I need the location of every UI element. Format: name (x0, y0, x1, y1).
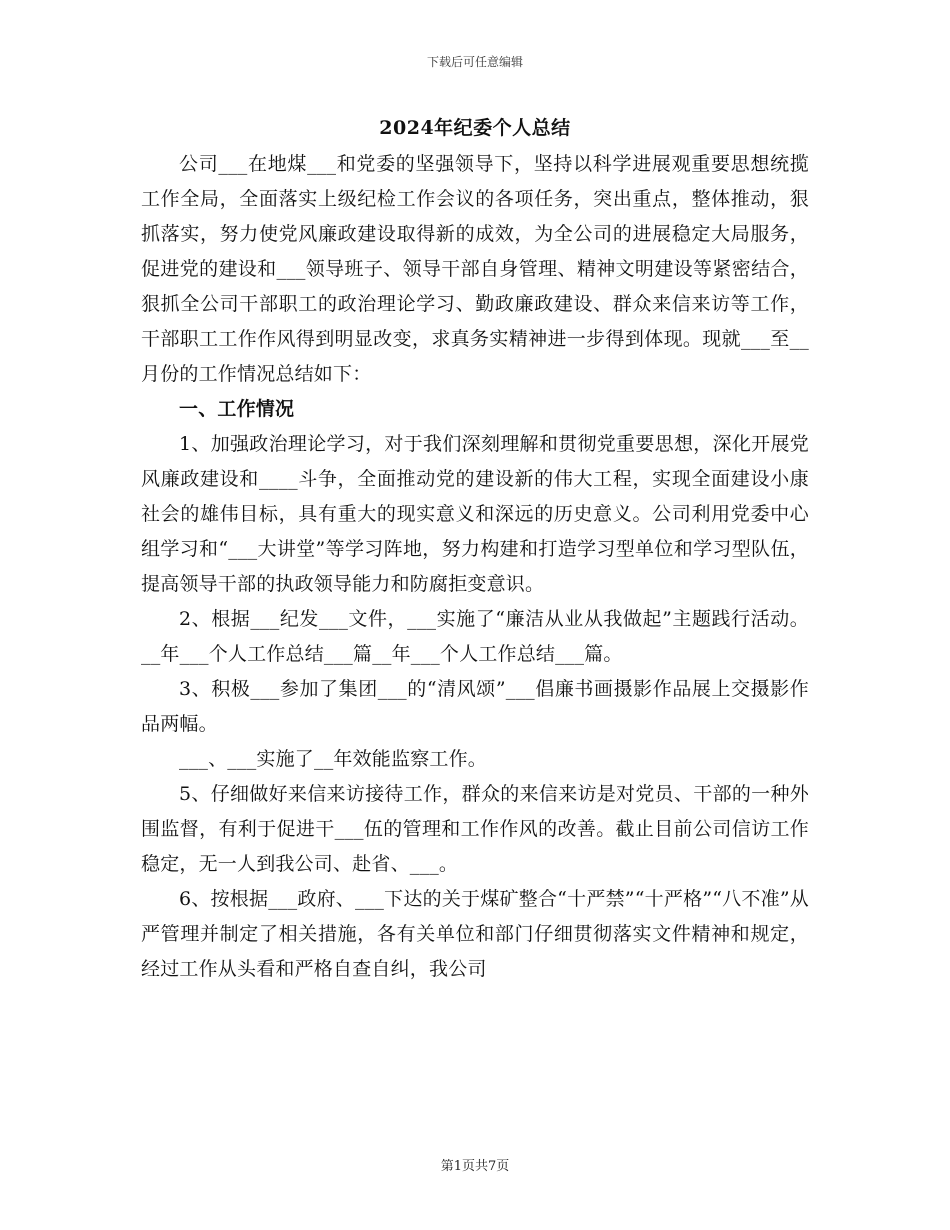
page-number-footer: 第1页共7页 (440, 1159, 510, 1174)
paragraph-item-6: 6、按根据___政府、___下达的关于煤矿整合“十严禁”“十严格”“八不准”从严管理并制定了相关措施，各有关单位和部门仔细贯彻落实文件精神和规定，经过工作从头看和严格自查自纠，我公司 (141, 888, 809, 980)
document-body (141, 147, 809, 987)
paragraph-item-2: 2、根据___纪发___文件，___实施了“廉洁从业从我做起”主题践行活动。__年___个人工作总结___篇__年___个人工作总结___篇。 (141, 608, 809, 665)
document-title: 2024年纪委个人总结 (379, 117, 571, 139)
section-heading: 一、工作情况 (179, 398, 295, 420)
header-note: 下载后可任意编辑 (426, 55, 523, 69)
paragraph-item-3: 3、积极___参加了集团___的“清风颂”___倡廉书画摄影作品展上交摄影作品两幅。 (141, 678, 809, 735)
intro-paragraph: 公司___在地煤___和党委的坚强领导下，坚持以科学进展观重要思想统揽工作全局，全面落实上级纪检工作会议的各项任务，突出重点，整体推动，狠抓落实，努力使党风廉政建设取得新的成效，为全公司的进展稳定大局服务，促进党的建设和___领导班子、领导干部自身管理、精神文明建设等紧密结合，狠抓全公司干部职工的政治理论学习、勤政廉政建设、群众来信来访等工作，干部职工工作作风得到明显改变，求真务实精神进一步得到体现。现就___至__月份的工作情况总结如下： (141, 153, 809, 385)
paragraph-item-1: 1、加强政治理论学习，对于我们深刻理解和贯彻党重要思想，深化开展党风廉政建设和____斗争，全面推动党的建设新的伟大工程，实现全面建设小康社会的雄伟目标，具有重大的现实意义和深远的历史意义。公司利用党委中心组学习和“___大讲堂”等学习阵地，努力构建和打造学习型单位和学习型队伍，提高领导干部的执政领导能力和防腐拒变意识。 (141, 433, 809, 595)
paragraph-item-5: 5、仔细做好来信来访接待工作，群众的来信来访是对党员、干部的一种外围监督，有利于促进干___伍的管理和工作作风的改善。截止目前公司信访工作稳定，无一人到我公司、赴省、___。 (141, 783, 809, 875)
paragraph-item-4: ___、___实施了__年效能监察工作。 (179, 748, 488, 770)
